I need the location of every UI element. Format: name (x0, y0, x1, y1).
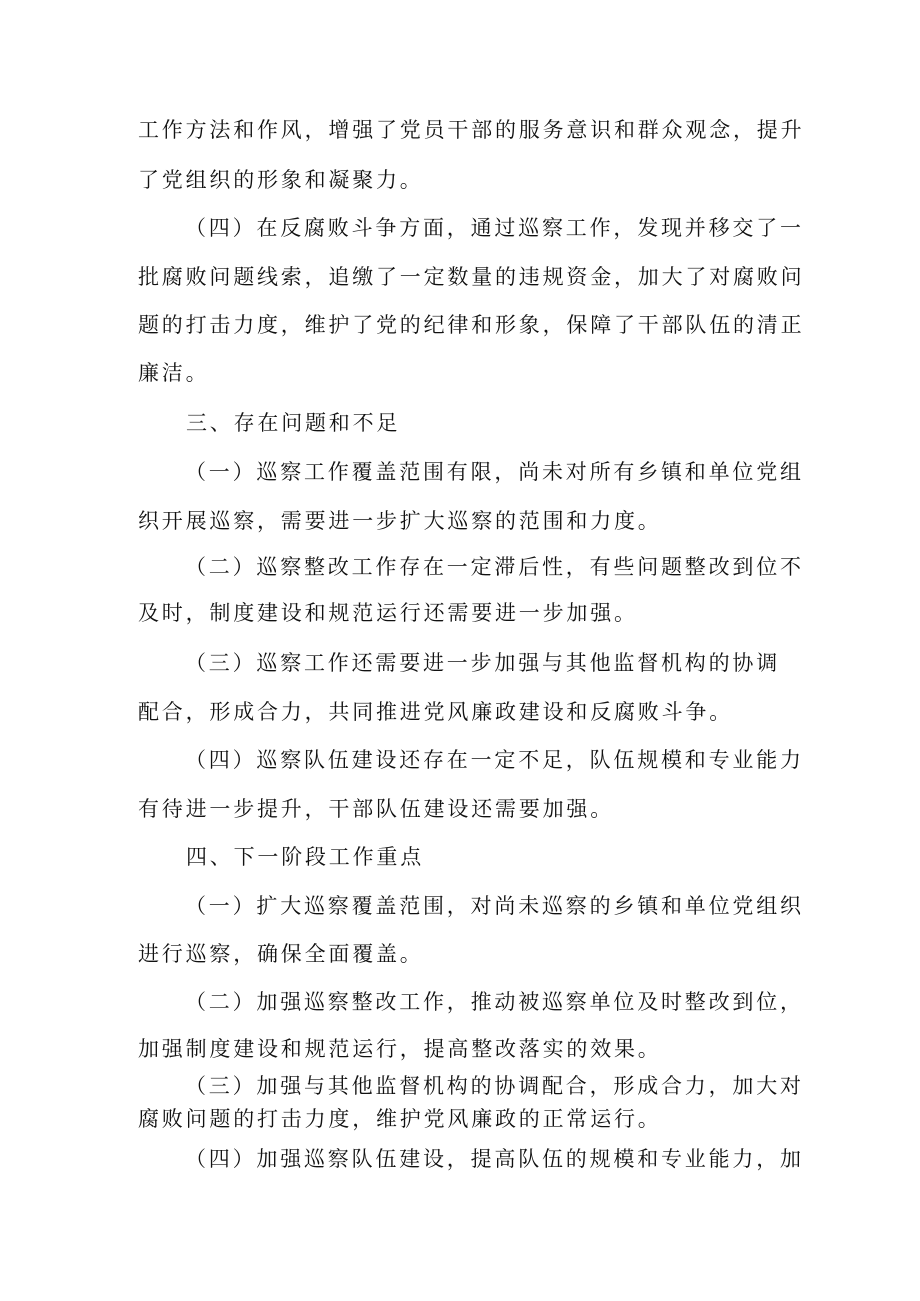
text-line: 了党组织的形象和凝聚力。 (138, 168, 424, 192)
paragraph-heading: （一）扩大巡察覆盖范围，对尚未巡察的乡镇和单位党组织 (185, 894, 804, 918)
text-line: 织开展巡察，需要进一步扩大巡察的范围和力度。 (138, 509, 662, 533)
text-line: 工作方法和作风，增强了党员干部的服务意识和群众观念，提升 (138, 118, 805, 142)
paragraph-heading: （二）加强巡察整改工作，推动被巡察单位及时整改到位， (185, 990, 804, 1014)
text-line: 配合，形成合力，共同推进党风廉政建设和反腐败斗争。 (138, 700, 733, 724)
text-line: 加强制度建设和规范运行，提高整改落实的效果。 (138, 1037, 662, 1061)
section-heading: 四、下一阶段工作重点 (186, 845, 424, 869)
text-line: 批腐败问题线索，追缴了一定数量的违规资金，加大了对腐败问 (138, 265, 805, 289)
section-heading: 三、存在问题和不足 (186, 411, 401, 435)
text-line: 廉洁。 (138, 361, 210, 385)
paragraph-heading: （四）巡察队伍建设还存在一定不足，队伍规模和专业能力 (185, 748, 804, 772)
paragraph-heading: （二）巡察整改工作存在一定滞后性，有些问题整改到位不 (185, 555, 804, 579)
text-line: 腐败问题的打击力度，维护党风廉政的正常运行。 (138, 1107, 662, 1131)
paragraph-heading: （三）加强与其他监督机构的协调配合，形成合力，加大对 (185, 1074, 804, 1098)
text-line: 有待进一步提升，干部队伍建设还需要加强。 (138, 797, 614, 821)
paragraph-heading: （四）加强巡察队伍建设，提高队伍的规模和专业能力，加 (185, 1147, 804, 1171)
paragraph-heading: （三）巡察工作还需要进一步加强与其他监督机构的协调 (185, 651, 780, 675)
text-line: 题的打击力度，维护了党的纪律和形象，保障了干部队伍的清正 (138, 313, 805, 337)
text-line: 进行巡察，确保全面覆盖。 (138, 942, 424, 966)
paragraph-heading: （一）巡察工作覆盖范围有限，尚未对所有乡镇和单位党组 (185, 460, 804, 484)
paragraph-heading: （四）在反腐败斗争方面，通过巡察工作，发现并移交了一 (185, 216, 804, 240)
text-line: 及时，制度建设和规范运行还需要进一步加强。 (138, 601, 638, 625)
